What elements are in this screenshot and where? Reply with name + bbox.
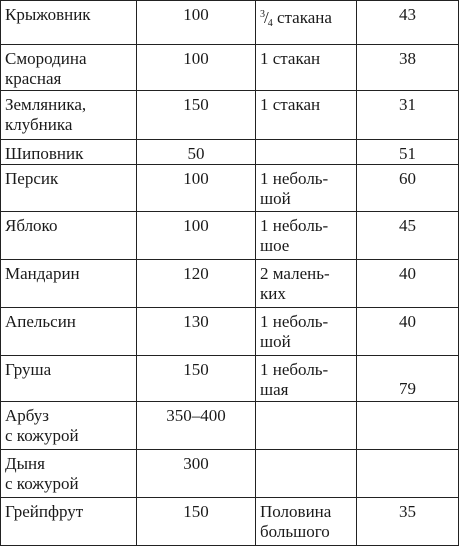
table-row	[1, 140, 459, 165]
table-row	[1, 308, 459, 356]
household-measure: 1 неболь- шой	[256, 308, 357, 356]
fruit-name: Яблоко	[1, 212, 137, 260]
household-measure	[256, 450, 357, 498]
fraction: $^3/_4$	[260, 8, 273, 29]
calories: 40	[357, 260, 459, 308]
amount-grams: 100	[137, 165, 256, 212]
amount-grams: 150	[137, 498, 256, 546]
table-row	[1, 165, 459, 212]
measure-text: стакана	[272, 8, 332, 27]
calories	[357, 402, 459, 450]
calories: 38	[357, 45, 459, 91]
fruit-name: Груша	[1, 356, 137, 402]
fruit-name: Персик	[1, 165, 137, 212]
household-measure	[256, 402, 357, 450]
amount-grams: 50	[137, 140, 256, 165]
table-row	[1, 498, 459, 546]
household-measure: Половина большого	[256, 498, 357, 546]
amount-grams: 100	[137, 45, 256, 91]
fruit-name: Апельсин	[1, 308, 137, 356]
fruit-name: Крыжовник	[1, 1, 137, 45]
table-body	[1, 1, 459, 546]
calories: 45	[357, 212, 459, 260]
table-row	[1, 91, 459, 140]
calories: 43	[357, 1, 459, 45]
amount-grams: 150	[137, 91, 256, 140]
household-measure: 1 неболь- шая	[256, 356, 357, 402]
calories: 40	[357, 308, 459, 356]
fruit-name: Шиповник	[1, 140, 137, 165]
amount-grams: 150	[137, 356, 256, 402]
fraction-denominator: 4	[267, 18, 273, 29]
fruit-name: Мандарин	[1, 260, 137, 308]
household-measure	[256, 1, 357, 45]
table-row	[1, 356, 459, 402]
fruit-name: Дыня с кожурой	[1, 450, 137, 498]
amount-grams: 100	[137, 212, 256, 260]
amount-grams: 120	[137, 260, 256, 308]
fruit-name: Смородина красная	[1, 45, 137, 91]
fruit-name: Арбуз с кожурой	[1, 402, 137, 450]
calories	[357, 450, 459, 498]
calories: 31	[357, 91, 459, 140]
calories: 60	[357, 165, 459, 212]
fraction-numerator: 3	[260, 9, 265, 20]
table-row	[1, 402, 459, 450]
amount-grams: 350–400	[137, 402, 256, 450]
calories: 51	[357, 140, 459, 165]
household-measure: 2 малень- ких	[256, 260, 357, 308]
fruit-name: Земляника, клубника	[1, 91, 137, 140]
amount-grams: 300	[137, 450, 256, 498]
calories: 35	[357, 498, 459, 546]
amount-grams: 130	[137, 308, 256, 356]
table-row	[1, 260, 459, 308]
household-measure: 1 неболь- шое	[256, 212, 357, 260]
amount-grams: 100	[137, 1, 256, 45]
household-measure: 1 стакан	[256, 45, 357, 91]
table-row	[1, 45, 459, 91]
household-measure: 1 неболь- шой	[256, 165, 357, 212]
household-measure	[256, 140, 357, 165]
table-row	[1, 212, 459, 260]
calories: 79	[357, 356, 459, 402]
table-row	[1, 1, 459, 45]
household-measure: 1 стакан	[256, 91, 357, 140]
fruit-name: Грейпфрут	[1, 498, 137, 546]
table-row	[1, 450, 459, 498]
